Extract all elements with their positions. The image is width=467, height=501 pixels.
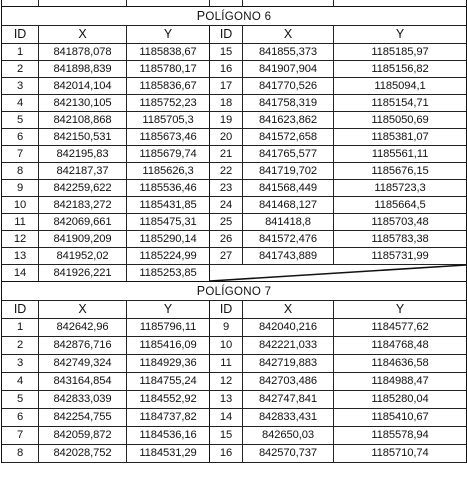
cell-x: 842650,03 — [243, 427, 334, 444]
cell-x: 842703,486 — [243, 373, 334, 390]
cell-id: 3 — [2, 355, 39, 372]
cell-x: 841878,078 — [39, 44, 127, 60]
table-row — [2, 197, 466, 214]
cell-id: 14 — [210, 409, 243, 426]
cell-x: 842719,883 — [243, 355, 334, 372]
cell-x: 841572,658 — [243, 129, 334, 145]
cell-x: 842040,216 — [243, 319, 334, 336]
cell-id: 1 — [2, 44, 39, 60]
cell-y: 1185185,97 — [371, 46, 429, 58]
table-row — [2, 214, 466, 231]
col-header-id: ID — [2, 301, 39, 318]
table-row — [2, 248, 466, 265]
cell-id: 10 — [210, 337, 243, 354]
cell-x: 842014,104 — [39, 78, 127, 94]
col-header-id: ID — [2, 26, 39, 43]
cell-y: 1185783,38 — [371, 233, 429, 245]
cell-x: 841855,373 — [243, 44, 334, 60]
cell-id: 26 — [210, 231, 243, 247]
cell-y: 1184536,16 — [127, 427, 210, 444]
cell-y: 1184737,82 — [127, 409, 210, 426]
cell-x: 841926,221 — [39, 265, 127, 281]
col-header-y: Y — [395, 27, 405, 41]
col-header-x: X — [39, 26, 127, 43]
cell-y: 1185664,5 — [374, 199, 426, 211]
cell-id: 5 — [2, 112, 39, 128]
cell-x: 841418,8 — [243, 214, 334, 230]
cell-y — [334, 265, 466, 281]
cell-x: 842028,752 — [39, 445, 127, 462]
cell-x: 841758,319 — [243, 95, 334, 111]
cell-y: 1184988,47 — [371, 375, 429, 387]
table-row — [2, 146, 466, 163]
table-row — [2, 180, 466, 197]
polygon-6-header-row — [2, 26, 466, 44]
cell-id: 12 — [210, 373, 243, 390]
cell-x: 842195,83 — [39, 146, 127, 162]
cell-x: 842259,622 — [39, 180, 127, 196]
table-row — [2, 409, 466, 427]
cell-x: 841952,02 — [39, 248, 127, 264]
cell-id: 23 — [210, 180, 243, 196]
polygon-6-title: POLÍGONO 6 — [2, 7, 466, 26]
cell-id: 19 — [210, 112, 243, 128]
cell-id: 8 — [2, 163, 39, 179]
cell-y: 1185796,11 — [127, 319, 210, 336]
cell-y: 1185710,74 — [371, 447, 429, 459]
polygon-6-table — [2, 7, 466, 281]
cell-y: 1184755,24 — [127, 373, 210, 390]
cell-id: 7 — [2, 146, 39, 162]
cell-x: 842187,37 — [39, 163, 127, 179]
previous-table-stub — [2, 0, 466, 7]
cell-x — [243, 265, 334, 281]
cell-x: 841572,476 — [243, 231, 334, 247]
cell-y: 1185578,94 — [371, 429, 429, 441]
table-row — [2, 112, 466, 129]
cell-y: 1185280,04 — [371, 393, 429, 405]
cell-x: 842069,661 — [39, 214, 127, 230]
table-row — [2, 445, 466, 463]
cell-id: 20 — [210, 129, 243, 145]
cell-y: 1185416,09 — [127, 337, 210, 354]
cell-y: 1184531,29 — [127, 445, 210, 462]
cell-y: 1185838,67 — [127, 44, 210, 60]
cell-y: 1185536,46 — [127, 180, 210, 196]
cell-x: 841898,839 — [39, 61, 127, 77]
cell-id: 11 — [210, 355, 243, 372]
table-row — [2, 95, 466, 112]
cell-y: 1185290,14 — [127, 231, 210, 247]
coordinates-sheet — [1, 0, 467, 463]
cell-id: 6 — [2, 129, 39, 145]
cell-id: 24 — [210, 197, 243, 213]
cell-id: 4 — [2, 373, 39, 390]
col-header-y: Y — [127, 26, 210, 43]
cell-y: 1185679,74 — [127, 146, 210, 162]
table-row — [2, 265, 466, 281]
polygon-7-table — [2, 281, 466, 463]
cell-y: 1185561,11 — [371, 148, 429, 160]
col-header-y: Y — [127, 301, 210, 318]
cell-id: 14 — [2, 265, 39, 281]
cell-x: 841909,209 — [39, 231, 127, 247]
col-header-x: X — [39, 301, 127, 318]
cell-y: 1185381,07 — [371, 131, 429, 143]
cell-id: 17 — [210, 78, 243, 94]
table-row — [2, 231, 466, 248]
table-row — [2, 129, 466, 146]
cell-y: 1185154,71 — [371, 97, 429, 109]
col-header-x: X — [243, 301, 334, 318]
cell-y: 1185731,99 — [371, 250, 429, 262]
cell-id: 25 — [210, 214, 243, 230]
cell-id: 2 — [2, 61, 39, 77]
cell-id: 15 — [210, 44, 243, 60]
table-row — [2, 427, 466, 445]
cell-id: 1 — [2, 319, 39, 336]
cell-id: 12 — [2, 231, 39, 247]
table-row — [2, 355, 466, 373]
cell-y: 1185723,3 — [374, 182, 426, 194]
cell-y: 1185836,67 — [127, 78, 210, 94]
cell-id: 21 — [210, 146, 243, 162]
cell-x: 842130,105 — [39, 95, 127, 111]
cell-x: 842749,324 — [39, 355, 127, 372]
col-header-y: Y — [395, 302, 405, 316]
cell-y: 1185703,48 — [371, 216, 429, 228]
cell-y: 1185050,69 — [371, 114, 429, 126]
cell-id: 4 — [2, 95, 39, 111]
col-header-id: ID — [210, 301, 243, 318]
cell-x: 842183,272 — [39, 197, 127, 213]
cell-y: 1185431,85 — [127, 197, 210, 213]
cell-x: 841765,577 — [243, 146, 334, 162]
table-row — [2, 337, 466, 355]
cell-x: 841907,904 — [243, 61, 334, 77]
cell-y: 1185224,99 — [127, 248, 210, 264]
cell-x: 842059,872 — [39, 427, 127, 444]
cell-y: 1185752,23 — [127, 95, 210, 111]
cell-x: 842747,841 — [243, 391, 334, 408]
polygon-7-title: POLÍGONO 7 — [2, 282, 466, 301]
polygon-7-header-row — [2, 301, 466, 319]
cell-x: 841623,862 — [243, 112, 334, 128]
cell-y: 1185780,17 — [127, 61, 210, 77]
polygon-7-rows — [2, 319, 466, 463]
cell-y: 1184577,62 — [371, 321, 429, 333]
cell-y: 1184552,92 — [127, 391, 210, 408]
cell-y: 1185094,1 — [374, 80, 426, 92]
cell-id — [210, 265, 243, 281]
cell-x: 842150,531 — [39, 129, 127, 145]
table-row — [2, 78, 466, 95]
cell-y: 1184636,58 — [371, 357, 429, 369]
cell-x: 841719,702 — [243, 163, 334, 179]
cell-x: 841743,889 — [243, 248, 334, 264]
cell-id: 27 — [210, 248, 243, 264]
cell-y: 1184768,48 — [371, 339, 429, 351]
cell-x: 842221,033 — [243, 337, 334, 354]
cell-id: 16 — [210, 61, 243, 77]
col-header-id: ID — [210, 26, 243, 43]
cell-id: 16 — [210, 445, 243, 462]
cell-id: 6 — [2, 409, 39, 426]
cell-y: 1185156,82 — [371, 63, 429, 75]
cell-id: 10 — [2, 197, 39, 213]
table-row — [2, 391, 466, 409]
cell-y: 1185475,31 — [127, 214, 210, 230]
table-row — [2, 319, 466, 337]
cell-y: 1185705,3 — [127, 112, 210, 128]
cell-x: 843164,854 — [39, 373, 127, 390]
cell-id: 15 — [210, 427, 243, 444]
cell-x: 841770,526 — [243, 78, 334, 94]
cell-x: 842108,868 — [39, 112, 127, 128]
cell-id: 13 — [210, 391, 243, 408]
table-row — [2, 373, 466, 391]
cell-y: 1185626,3 — [127, 163, 210, 179]
cell-y: 1185253,85 — [127, 265, 210, 281]
cell-id: 9 — [210, 319, 243, 336]
cell-id: 2 — [2, 337, 39, 354]
cell-y: 1185410,67 — [371, 411, 429, 423]
cell-id: 3 — [2, 78, 39, 94]
cell-x: 841468,127 — [243, 197, 334, 213]
cell-x: 842876,716 — [39, 337, 127, 354]
cell-id: 22 — [210, 163, 243, 179]
cell-x: 842254,755 — [39, 409, 127, 426]
cell-y: 1185673,46 — [127, 129, 210, 145]
cell-id: 8 — [2, 445, 39, 462]
cell-y: 1184929,36 — [127, 355, 210, 372]
cell-id: 9 — [2, 180, 39, 196]
table-row — [2, 163, 466, 180]
cell-x: 842570,737 — [243, 445, 334, 462]
polygon-6-rows — [2, 44, 466, 281]
cell-x: 842833,431 — [243, 409, 334, 426]
cell-id: 5 — [2, 391, 39, 408]
cell-id: 7 — [2, 427, 39, 444]
cell-id: 18 — [210, 95, 243, 111]
col-header-x: X — [243, 26, 334, 43]
cell-id: 11 — [2, 214, 39, 230]
cell-y: 1185676,15 — [371, 165, 429, 177]
cell-x: 842833,039 — [39, 391, 127, 408]
cell-x: 841568,449 — [243, 180, 334, 196]
table-row — [2, 44, 466, 61]
table-row — [2, 61, 466, 78]
cell-x: 842642,96 — [39, 319, 127, 336]
cell-id: 13 — [2, 248, 39, 264]
